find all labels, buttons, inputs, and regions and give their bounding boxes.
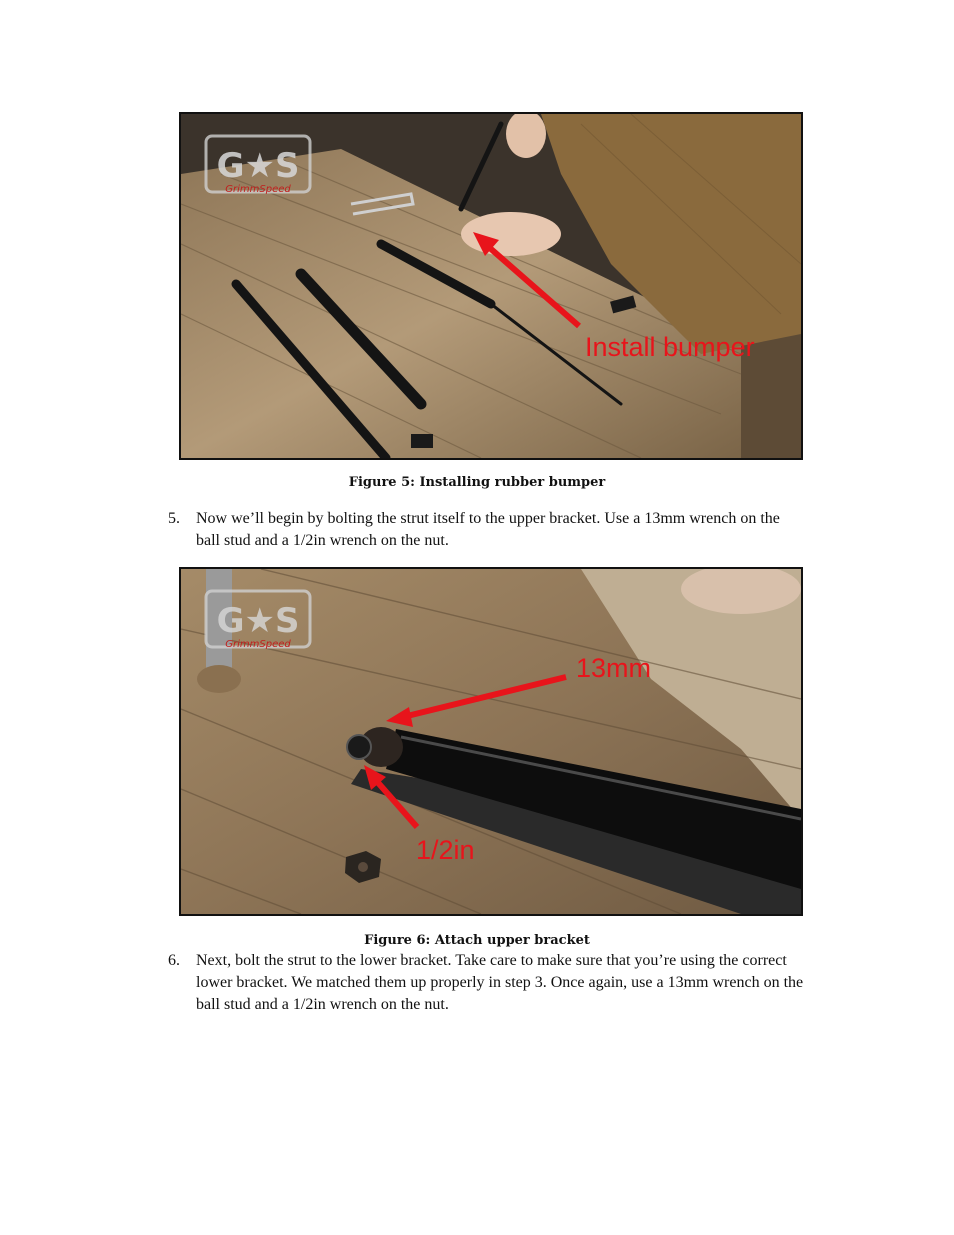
half-inch-label: 1/2in [416,835,475,865]
13mm-label: 13mm [576,653,652,683]
install-bumper-label: Install bumper [585,332,755,362]
figure-6-caption: Figure 6: Attach upper bracket [364,933,590,948]
step-text: Next, bolt the strut to the lower bracket. Take care to make sure that you’re using the correct lower bracket. We matched them up properly in step 3. Once again, use a 13mm wrench on the ball stud and a 1/2in wrench on the nut. [196,952,804,1013]
step-number: 6. [168,952,180,969]
step-number: 5. [168,510,180,527]
logo-text: GrimmSpeed [225,639,291,650]
svg-text:G★S: G★S [216,146,300,186]
figure-5-image [181,114,801,458]
figure-5-caption: Figure 5: Installing rubber bumper [348,475,606,490]
figure-6-image [181,569,801,914]
figure-5-photo [179,112,803,460]
step-text: Now we’ll begin by bolting the strut itself to the upper bracket. Use a 13mm wrench on the ball stud and a 1/2in wrench on the nut. [196,510,780,549]
figure-6-photo [179,567,803,916]
svg-text:G★S: G★S [216,601,300,641]
logo-text: GrimmSpeed [225,184,291,195]
